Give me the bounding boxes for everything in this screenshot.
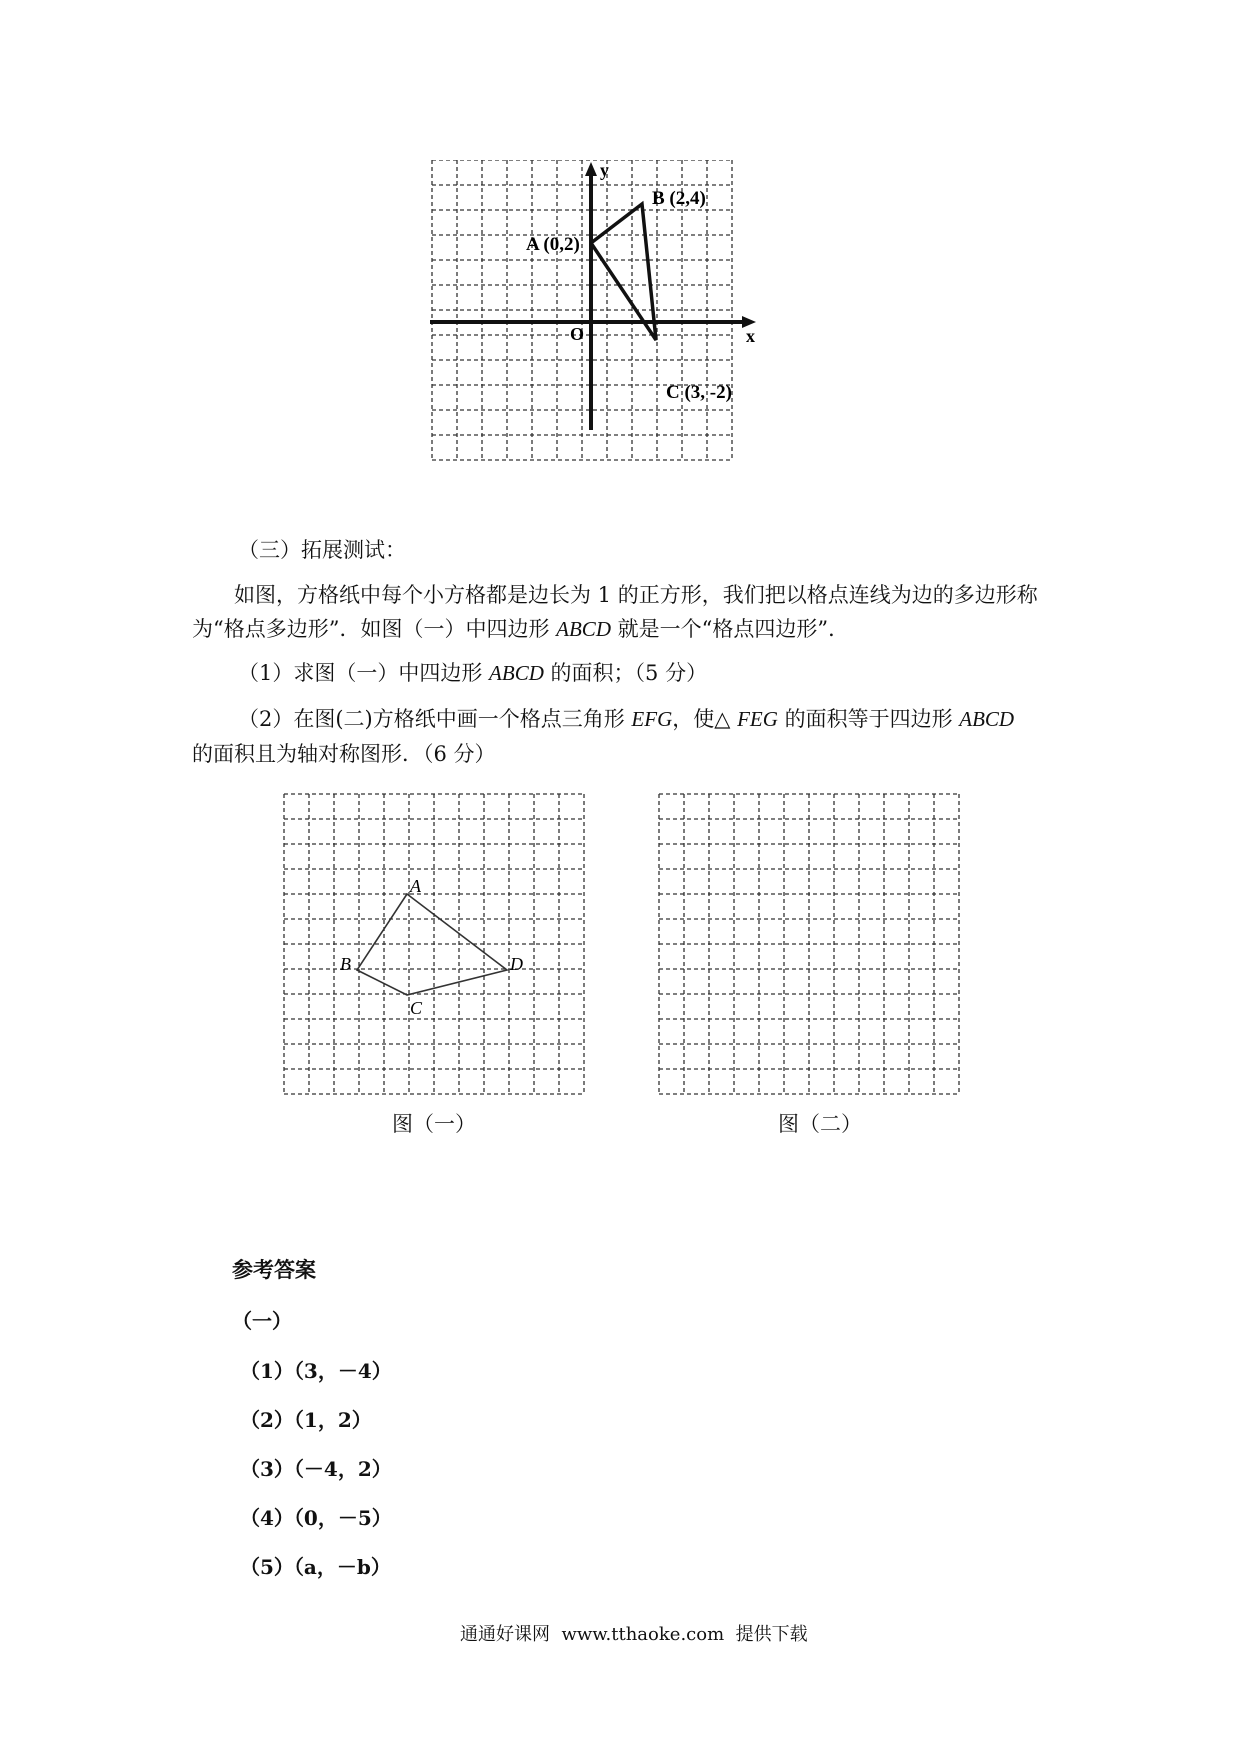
answer-item-5: （5）（a，－b） (240, 1555, 391, 1579)
y-axis-label: y (600, 160, 609, 180)
page-footer: 通通好课网 www.tthaoke.com 提供下载 (460, 1624, 808, 1645)
intro-text-2a: 为“格点多边形”．如图（一）中四边形 (192, 617, 557, 641)
point-a-label: A (0,2) (526, 234, 580, 255)
origin-label: O (570, 324, 585, 344)
figure-one-grid (282, 792, 594, 1102)
figure-two-grid (657, 792, 969, 1102)
intro-abcd: ABCD (556, 617, 611, 641)
question-1 (238, 656, 707, 690)
answer-item-4: （4）（0，－5） (240, 1506, 392, 1530)
question-2-line-2 (192, 737, 496, 771)
q1-text-a: （1）求图（一）中四边形 (238, 661, 490, 685)
q2-efg: EFG (631, 707, 673, 731)
answer-item-1: （1）（3，－4） (240, 1359, 392, 1383)
q2-text-g: 的面积且为轴对称图形．（6 分） (192, 742, 496, 766)
intro-line-2 (192, 612, 849, 646)
answers-part: （一） (232, 1309, 292, 1333)
answer-item-2: （2）（1，2） (240, 1408, 372, 1432)
point-c-label: C (3, -2) (666, 382, 732, 403)
q2-abcd: ABCD (959, 707, 1015, 731)
question-2-line-1 (238, 702, 1014, 736)
point-b: B (340, 954, 351, 974)
intro-text-2c: 就是一个“格点四边形”． (610, 617, 850, 641)
answers-heading: 参考答案 (232, 1257, 316, 1282)
q2-feg: FEG (737, 707, 778, 731)
point-c: C (410, 998, 423, 1018)
intro-text-1: 如图，方格纸中每个小方格都是边长为 1 的正方形，我们把以格点连线为边的多边形称 (234, 583, 1038, 607)
y-axis-arrow (585, 162, 597, 176)
point-d: D (510, 954, 523, 974)
figure-one-caption: 图（一） (392, 1112, 476, 1136)
q2-text-a: （2）在图(二)方格纸中画一个格点三角形 (238, 707, 632, 731)
x-axis-label: x (746, 326, 755, 346)
q2-text-e: 的面积等于四边形 (777, 707, 960, 731)
q1-text-c: 的面积；（5 分） (543, 661, 708, 685)
grid-two (659, 794, 959, 1094)
point-a: A (410, 876, 421, 896)
point-b-label: B (2,4) (652, 188, 706, 209)
q2-text-c: ，使△ (672, 707, 738, 731)
figure-two-caption: 图（二） (778, 1112, 862, 1136)
intro-line-1 (234, 578, 1038, 612)
coordinate-figure (430, 160, 760, 490)
q1-abcd: ABCD (489, 661, 544, 685)
answer-item-3: （3）（－4，2） (240, 1457, 392, 1481)
section-heading: （三）拓展测试： (238, 538, 406, 562)
grid-one (284, 794, 584, 1094)
triangle-abc (591, 204, 656, 340)
